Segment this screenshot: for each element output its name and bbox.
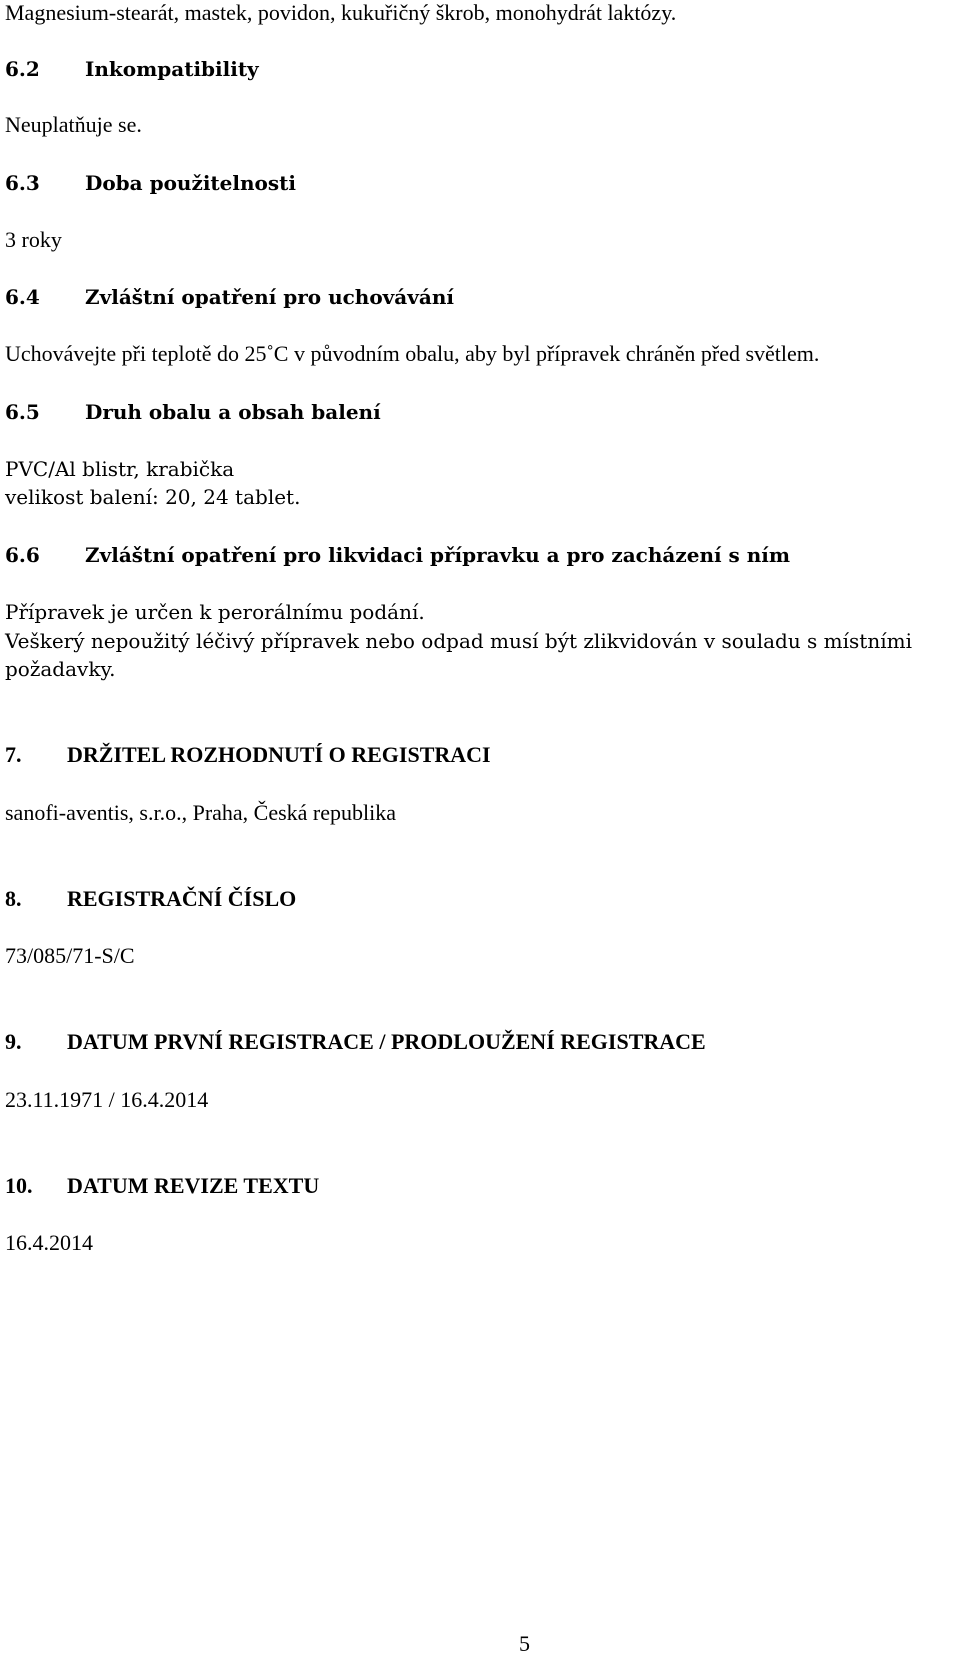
section-6-6-body-line-2: Veškerý nepoužitý léčivý přípravek nebo odpad musí být zlikvidován v souladu s místními bbox=[5, 629, 912, 653]
section-title: Druh obalu a obsah balení bbox=[85, 400, 381, 424]
section-number: 6.5 bbox=[5, 400, 40, 424]
section-8-heading bbox=[5, 886, 296, 912]
section-9-body: 23.11.1971 / 16.4.2014 bbox=[5, 1087, 209, 1112]
section-6-6-body-line-1: Přípravek je určen k perorálnímu podání. bbox=[5, 600, 425, 624]
section-title: DATUM PRVNÍ REGISTRACE / PRODLOUŽENÍ REGISTRACE bbox=[67, 1029, 706, 1054]
section-6-5-body-line-2: velikost balení: 20, 24 tablet. bbox=[5, 485, 301, 509]
section-title: Inkompatibility bbox=[85, 57, 259, 81]
section-6-5-heading bbox=[5, 399, 381, 425]
section-6-3-body: 3 roky bbox=[5, 227, 62, 252]
section-6-2-body: Neuplatňuje se. bbox=[5, 112, 142, 137]
section-6-5-body-line-1: PVC/Al blistr, krabička bbox=[5, 457, 235, 481]
section-title: Zvláštní opatření pro uchovávání bbox=[85, 285, 454, 309]
page-number: 5 bbox=[519, 1631, 530, 1656]
section-6-4-body: Uchovávejte při teplotě do 25˚C v původním obalu, aby byl přípravek chráněn před světlem. bbox=[5, 341, 820, 366]
section-7-body: sanofi-aventis, s.r.o., Praha, Česká republika bbox=[5, 800, 397, 825]
section-8-body: 73/085/71-S/C bbox=[5, 943, 135, 968]
section-6-6-body-line-3: požadavky. bbox=[5, 657, 116, 681]
section-6-3-heading bbox=[5, 170, 296, 196]
section-6-2-heading bbox=[5, 56, 259, 82]
section-number: 9. bbox=[5, 1029, 22, 1054]
section-title: DRŽITEL ROZHODNUTÍ O REGISTRACI bbox=[67, 742, 491, 767]
section-number: 6.2 bbox=[5, 57, 40, 81]
section-10-body: 16.4.2014 bbox=[5, 1230, 93, 1255]
section-title: REGISTRAČNÍ ČÍSLO bbox=[67, 886, 297, 911]
section-7-heading bbox=[5, 742, 491, 768]
section-number: 6.3 bbox=[5, 171, 40, 195]
section-title: Zvláštní opatření pro likvidaci přípravku a pro zacházení s ním bbox=[85, 543, 791, 567]
section-title: Doba použitelnosti bbox=[85, 171, 296, 195]
section-number: 7. bbox=[5, 742, 22, 767]
section-6-4-heading bbox=[5, 284, 454, 310]
section-number: 10. bbox=[5, 1173, 33, 1198]
section-6-6-heading bbox=[5, 542, 790, 568]
section-number: 8. bbox=[5, 886, 22, 911]
excipients-text: Magnesium-stearát, mastek, povidon, kukuřičný škrob, monohydrát laktózy. bbox=[5, 0, 677, 25]
section-9-heading bbox=[5, 1029, 706, 1055]
section-title: DATUM REVIZE TEXTU bbox=[67, 1173, 320, 1198]
section-number: 6.4 bbox=[5, 285, 40, 309]
section-number: 6.6 bbox=[5, 543, 40, 567]
section-10-heading bbox=[5, 1173, 319, 1199]
